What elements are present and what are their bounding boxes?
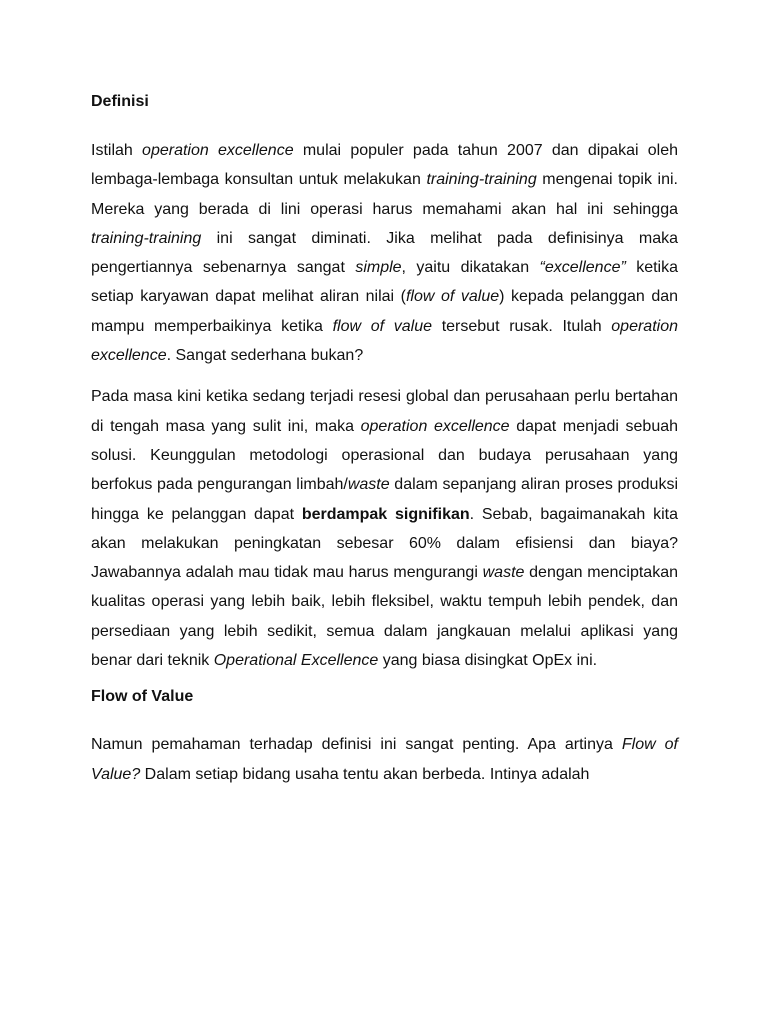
italic-text: simple [355, 259, 402, 277]
italic-text: Flow of Value? [91, 736, 678, 783]
text-run: yang biasa disingkat OpEx ini. [378, 652, 598, 670]
text-run: dengan menciptakan kualitas operasi yang lebih baik, lebih fleksibel, waktu tempuh lebih pendek, dan persediaan yang lebih sedikit, semua dalam jangkauan melalui aplikasi yang benar dari teknik [91, 564, 679, 670]
italic-text: waste [347, 476, 390, 494]
paragraph-recession [91, 382, 678, 675]
text-run: ketika setiap karyawan dapat melihat aliran nilai ( [91, 259, 679, 306]
text-run: Namun pemahaman terhadap definisi ini sangat penting. Apa artinya [91, 736, 622, 754]
text-run: Pada masa kini ketika sedang terjadi resesi global dan perusahaan perlu bertahan di tengah masa yang sulit ini, maka [91, 388, 678, 435]
italic-text: training-training [91, 229, 202, 247]
italic-text: “excellence” [539, 259, 626, 277]
italic-text: waste [482, 564, 525, 582]
bold-text: berdampak signifikan [301, 505, 470, 523]
italic-text: flow of value [405, 288, 500, 306]
paragraph-flow-of-value [91, 730, 678, 789]
text-run: ini sangat diminati. Jika melihat pada definisinya maka pengertiannya sebenarnya sangat [91, 229, 678, 277]
italic-text: flow of value [332, 317, 433, 335]
italic-text: Operational Excellence [213, 652, 379, 670]
paragraph-definition [91, 136, 678, 370]
section-heading-flow-of-value: Flow of Value [91, 688, 194, 706]
section-heading-definisi: Definisi [91, 93, 149, 110]
text-run: ) kepada pelanggan dan mampu memperbaikinya ketika [91, 288, 679, 335]
text-run: Istilah [91, 142, 143, 159]
text-run: . Sangat sederhana bukan? [166, 347, 364, 365]
text-run: , yaitu dikatakan [401, 259, 540, 277]
italic-text: operation excellence [91, 317, 678, 365]
text-run: dapat menjadi sebuah solusi. Keunggulan metodologi operasional dan budaya perusahaan yang berfokus pada pengurangan limbah/ [91, 417, 679, 494]
text-run: mulai populer pada tahun 2007 dan dipakai oleh lembaga-lembaga konsultan untuk melakukan [91, 142, 679, 189]
text-run: Dalam setiap bidang usaha tentu akan berbeda. Intinya adalah [140, 765, 590, 783]
text-run: tersebut rusak. Itulah [432, 317, 612, 335]
italic-text: operation excellence [142, 142, 294, 159]
text-run: . Sebab, bagaimanakah kita akan melakukan peningkatan sebesar 60% dalam efisiensi dan biaya? Jawabannya adalah mau tidak mau harus mengurangi [91, 505, 678, 582]
text-run: mengenai topik ini. Mereka yang berada di lini operasi harus memahami akan hal ini sehingga [91, 171, 678, 218]
text-run: dalam sepanjang aliran proses produksi hingga ke pelanggan dapat [91, 476, 679, 523]
italic-text: training-training [426, 171, 537, 189]
italic-text: operation excellence [360, 417, 510, 435]
